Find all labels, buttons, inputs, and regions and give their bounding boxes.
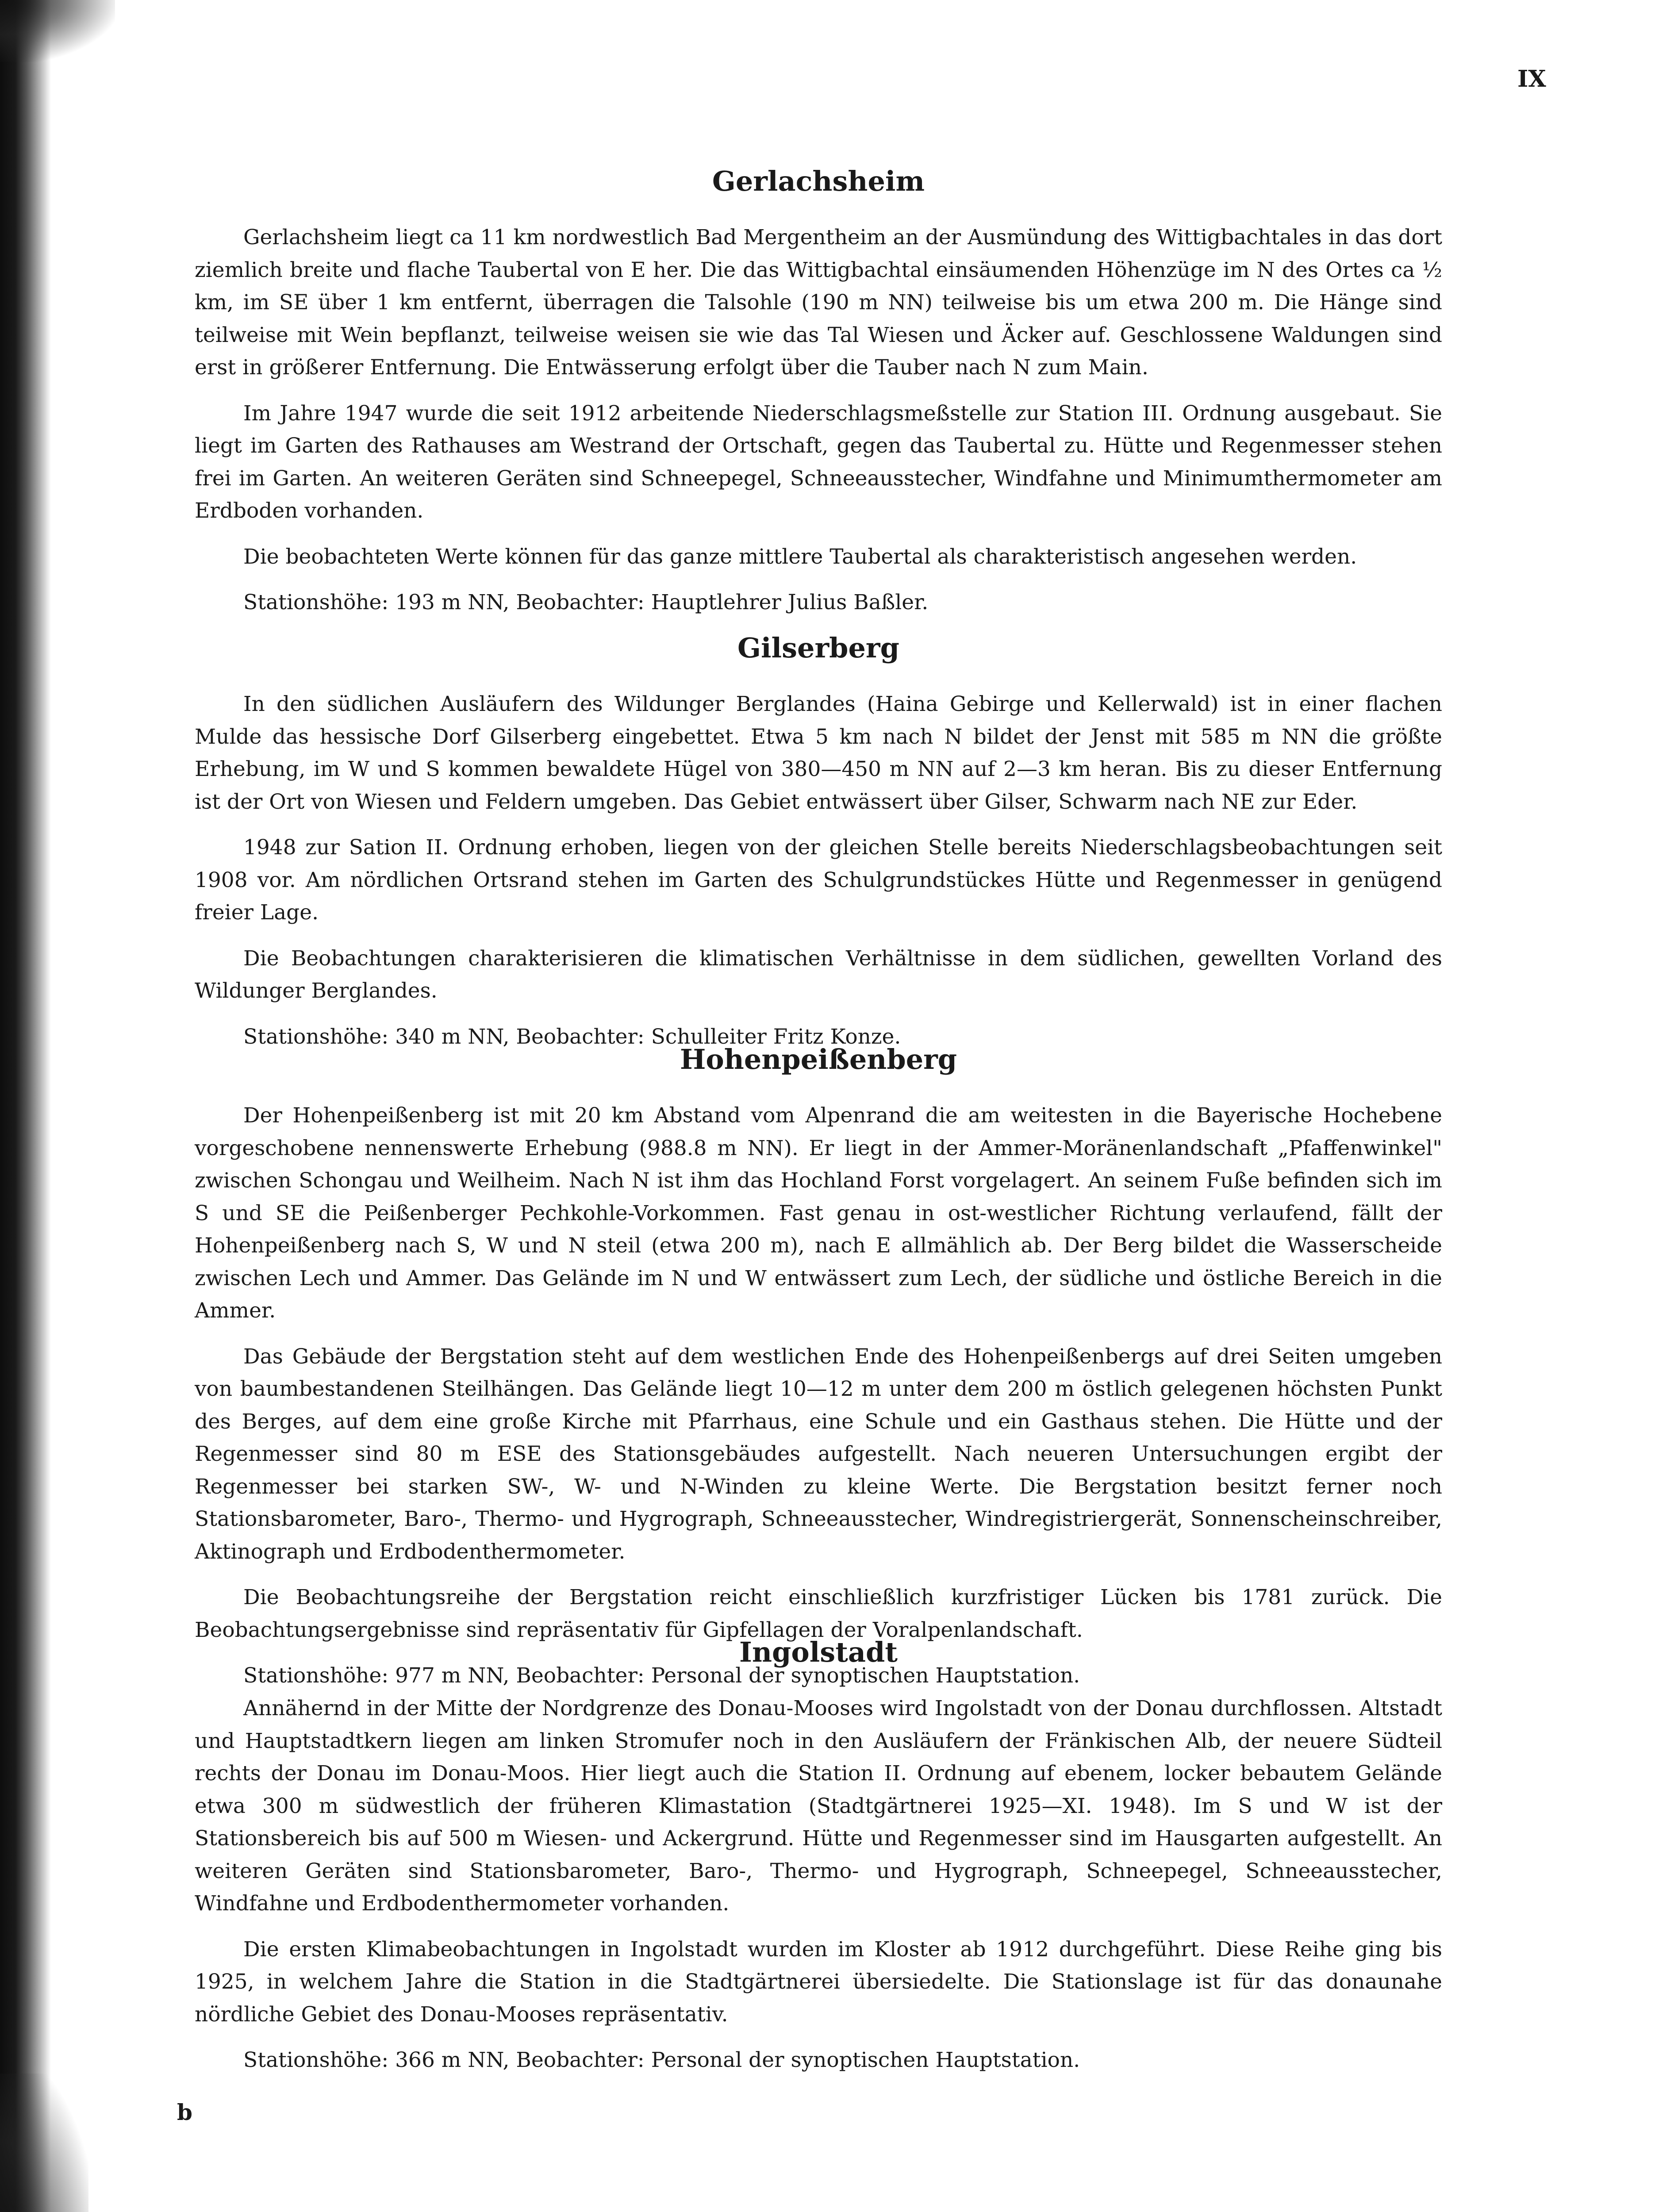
section-title: Hohenpeißenberg	[680, 1043, 957, 1075]
section-gilserberg	[195, 630, 1442, 1066]
page-number: IX	[1517, 65, 1546, 92]
paragraph: In den südlichen Ausläufern des Wildunger Berglandes (Haina Gebirge und Kellerwald) ist in einer flachen Mulde das hessische Dorf Gilserberg eingebettet. Etwa 5 km nach N bildet der Jenst mit 585 m NN die größte Erhebung, im W und S kommen bewaldete Hügel von 380—450 m NN auf 2—3 km heran. Bis zu dieser Entfernung ist der Ort von Wiesen und Feldern umgeben. Das Gebiet entwässert über Gilser, Schwarm nach NE zur Eder.	[195, 692, 1442, 814]
sheet-signature: b	[177, 2099, 192, 2125]
paragraph: Die beobachteten Werte können für das ganze mittlere Taubertal als charakteristisch angesehen werden.	[243, 544, 1357, 569]
scan-edge-shadow	[0, 0, 53, 2212]
section-title: Gilserberg	[737, 632, 899, 664]
section-ingolstadt	[195, 1635, 1442, 2090]
scan-corner-top	[0, 0, 115, 62]
section-title: Gerlachsheim	[712, 165, 925, 197]
section-title: Ingolstadt	[739, 1636, 898, 1668]
paragraph: Im Jahre 1947 wurde die seit 1912 arbeitende Niederschlagsmeßstelle zur Station III. Ordnung ausgebaut. Sie liegt im Garten des Rathauses am Westrand der Ortschaft, gegen das Taubertal zu. Hütte und Regenmesser stehen frei im Garten. An weiteren Geräten sind Schneepegel, Schneeausstecher, Windfahne und Minimumthermometer am Erdboden vorhanden.	[195, 401, 1442, 523]
station-info: Stationshöhe: 193 m NN, Beobachter: Hauptlehrer Julius Baßler.	[243, 590, 929, 614]
station-info: Stationshöhe: 340 m NN, Beobachter: Schulleiter Fritz Konze.	[243, 1024, 901, 1049]
section-gerlachsheim	[195, 164, 1442, 632]
scan-corner-bottom	[0, 2074, 88, 2212]
paragraph: Die Beobachtungsreihe der Bergstation reicht einschließlich kurzfristiger Lücken bis 1781 zurück. Die Beobachtungsergebnisse sind repräsentativ für Gipfellagen der Voralpenlandschaft.	[195, 1585, 1442, 1642]
paragraph: Die ersten Klimabeobachtungen in Ingolstadt wurden im Kloster ab 1912 durchgeführt. Diese Reihe ging bis 1925, in welchem Jahre die Station in die Stadtgärtnerei übersiedelte. Die Stationslage ist für das donaunahe nördliche Gebiet des Donau-Mooses repräsentativ.	[195, 1937, 1442, 2027]
section-hohenpeissenberg	[195, 1042, 1442, 1705]
paragraph: Gerlachsheim liegt ca 11 km nordwestlich Bad Mergentheim an der Ausmündung des Wittigbachtales in das dort ziemlich breite und flache Taubertal von E her. Die das Wittigbachtal einsäumenden Höhenzüge im N des Ortes ca ½ km, im SE über 1 km entfernt, überragen die Talsohle (190 m NN) teilweise bis um etwa 200 m. Die Hänge sind teilweise mit Wein bepflanzt, teilweise weisen sie wie das Tal Wiesen und Äcker auf. Geschlossene Waldungen sind erst in größerer Entfernung. Die Entwässerung erfolgt über die Tauber nach N zum Main.	[195, 225, 1442, 380]
station-info: Stationshöhe: 366 m NN, Beobachter: Personal der synoptischen Hauptstation.	[243, 2048, 1080, 2072]
paragraph: 1948 zur Sation II. Ordnung erhoben, liegen von der gleichen Stelle bereits Niederschlagsbeobachtungen seit 1908 vor. Am nördlichen Ortsrand stehen im Garten des Schulgrundstückes Hütte und Regenmesser in genügend freier Lage.	[195, 835, 1442, 925]
paragraph: Annähernd in der Mitte der Nordgrenze des Donau-Mooses wird Ingolstadt von der Donau durchflossen. Altstadt und Hauptstadtkern liegen am linken Stromufer noch in den Ausläufern der Fränkischen Alb, der neuere Südteil rechts der Donau im Donau-Moos. Hier liegt auch die Station II. Ordnung auf ebenem, locker bebautem Gelände etwa 300 m südwestlich der früheren Klimastation (Stadtgärtnerei 1925—XI. 1948). Im S und W ist der Stationsbereich bis auf 500 m Wiesen- und Ackergrund. Hütte und Regenmesser sind im Hausgarten aufgestellt. An weiteren Geräten sind Stationsbarometer, Baro-, Thermo- und Hygrograph, Schneepegel, Schneeausstecher, Windfahne und Erdbodenthermometer vorhanden.	[195, 1696, 1442, 1916]
paragraph: Das Gebäude der Bergstation steht auf dem westlichen Ende des Hohenpeißenbergs auf drei Seiten umgeben von baumbestandenen Steilhängen. Das Gelände liegt 10—12 m unter dem 200 m östlich gelegenen höchsten Punkt des Berges, auf dem eine große Kirche mit Pfarrhaus, eine Schule und ein Gasthaus stehen. Die Hütte und der Regenmesser sind 80 m ESE des Stationsgebäudes aufgestellt. Nach neueren Untersuchungen ergibt der Regenmesser bei starken SW-, W- und N-Winden zu kleine Werte. Die Bergstation besitzt ferner noch Stationsbarometer, Baro-, Thermo- und Hygrograph, Schneeausstecher, Windregistriergerät, Sonnenscheinschreiber, Aktinograph und Erdbodenthermometer.	[195, 1344, 1442, 1564]
paragraph: Der Hohenpeißenberg ist mit 20 km Abstand vom Alpenrand die am weitesten in die Bayerische Hochebene vorgeschobene nennenswerte Erhebung (988.8 m NN). Er liegt in der Ammer-Moränenlandschaft „Pfaffenwinkel" zwischen Schongau und Weilheim. Nach N ist ihm das Hochland Forst vorgelagert. An seinem Fuße befinden sich im S und SE die Peißenberger Pechkohle-Vorkommen. Fast genau in ost-westlicher Richtung verlaufend, fällt der Hohenpeißenberg nach S, W und N steil (etwa 200 m), nach E allmählich ab. Der Berg bildet die Wasserscheide zwischen Lech und Ammer. Das Gelände im N und W entwässert zum Lech, der südliche und östliche Bereich in die Ammer.	[195, 1103, 1442, 1323]
paragraph: Die Beobachtungen charakterisieren die klimatischen Verhältnisse in dem südlichen, gewellten Vorland des Wildunger Berglandes.	[195, 946, 1442, 1003]
station-info: Stationshöhe: 977 m NN, Beobachter: Personal der synoptischen Hauptstation.	[243, 1663, 1080, 1688]
